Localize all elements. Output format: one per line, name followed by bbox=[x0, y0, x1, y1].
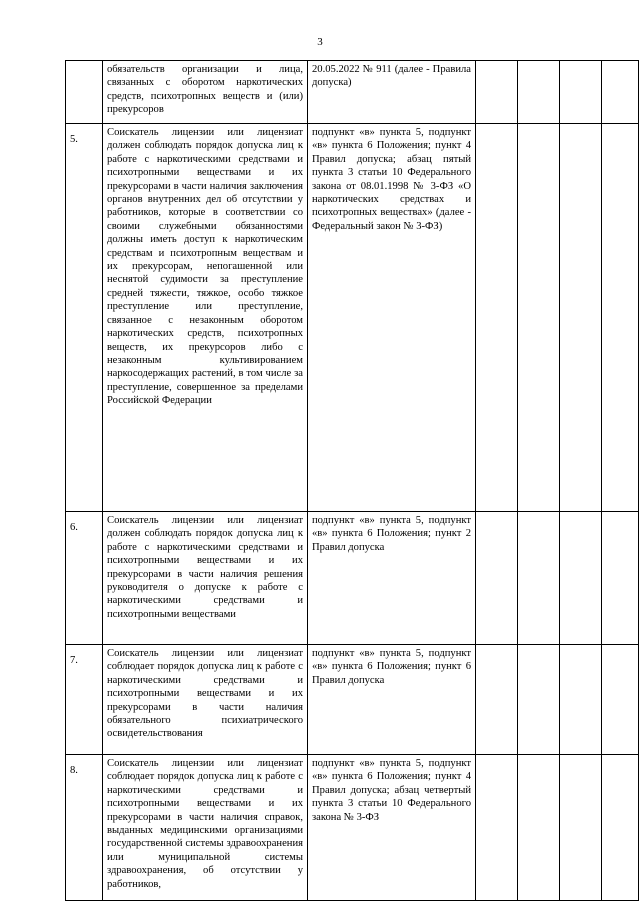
answer-no-cell[interactable] bbox=[518, 124, 560, 512]
answer-no-cell[interactable] bbox=[518, 512, 560, 645]
requirement-text: Соискатель лицензии или лицензиат соблюдает порядок допуска лиц к работе с наркотическими средствами и психотропными веществами и их прекурсорами в части наличия справок, выданных медицинскими организациями государственной системы здравоохранения или муниципальной системы здравоохранения, об отсутствии у работников, bbox=[103, 755, 308, 901]
row-number bbox=[66, 61, 103, 124]
answer-not-applicable-cell[interactable] bbox=[560, 512, 602, 645]
requirement-text: Соискатель лицензии или лицензиат соблюдает порядок допуска лиц к работе с наркотическими средствами и психотропными веществами и их прекурсорами в части наличия обязательного психиатрического освидетельствования bbox=[103, 645, 308, 755]
answer-not-applicable-cell[interactable] bbox=[560, 645, 602, 755]
table-row bbox=[66, 645, 639, 755]
note-cell[interactable] bbox=[602, 124, 639, 512]
requirement-text: Соискатель лицензии или лицензиат должен соблюдать порядок допуска лиц к работе с наркотическими средствами и психотропными веществами и их прекурсорами в части наличия заключения органов внутренних дел об отсутствии у работников, которые в соответствии со своими служебными обязанностями должны иметь доступ к наркотическим средствам и психотропным веществам и их прекурсорам, непогашенной или неснятой судимости за преступление средней тяжести, тяжкое, особо тяжкое преступление или преступление, связанное с незаконным оборотом наркотических средств, психотропных веществ, их прекурсоров либо с незаконным культивированием наркосодержащих растений, в том числе за преступление, совершенное за пределами Российской Федерации bbox=[103, 124, 308, 512]
row-number: 6. bbox=[66, 512, 103, 645]
answer-yes-cell[interactable] bbox=[476, 512, 518, 645]
answer-no-cell[interactable] bbox=[518, 755, 560, 901]
row-number: 5. bbox=[66, 124, 103, 512]
answer-yes-cell[interactable] bbox=[476, 645, 518, 755]
answer-yes-cell[interactable] bbox=[476, 755, 518, 901]
answer-yes-cell[interactable] bbox=[476, 124, 518, 512]
legal-reference: подпункт «в» пункта 5, подпункт «в» пункта 6 Положения; пункт 6 Правил допуска bbox=[308, 645, 476, 755]
answer-no-cell[interactable] bbox=[518, 645, 560, 755]
answer-yes-cell[interactable] bbox=[476, 61, 518, 124]
table-row bbox=[66, 61, 639, 124]
table-row bbox=[66, 124, 639, 512]
legal-reference: 20.05.2022 № 911 (далее - Правила допуска) bbox=[308, 61, 476, 124]
requirement-text: обязательств организации и лица, связанных с оборотом наркотических средств, психотропных веществ и (или) прекурсоров bbox=[103, 61, 308, 124]
checklist-table bbox=[65, 60, 639, 901]
answer-not-applicable-cell[interactable] bbox=[560, 124, 602, 512]
page-number: 3 bbox=[317, 36, 323, 48]
answer-no-cell[interactable] bbox=[518, 61, 560, 124]
legal-reference: подпункт «в» пункта 5, подпункт «в» пункта 6 Положения; пункт 4 Правил допуска; абзац четвертый пункта 3 статьи 10 Федерального закона № 3-ФЗ bbox=[308, 755, 476, 901]
note-cell[interactable] bbox=[602, 512, 639, 645]
note-cell[interactable] bbox=[602, 755, 639, 901]
requirement-text: Соискатель лицензии или лицензиат должен соблюдать порядок допуска лиц к работе с наркотическими средствами и психотропными веществами и их прекурсорами в части наличия решения руководителя о допуске к работе с наркотическими средствами и психотропными веществами bbox=[103, 512, 308, 645]
note-cell[interactable] bbox=[602, 61, 639, 124]
row-number: 7. bbox=[66, 645, 103, 755]
row-number: 8. bbox=[66, 755, 103, 901]
legal-reference: подпункт «в» пункта 5, подпункт «в» пункта 6 Положения; пункт 2 Правил допуска bbox=[308, 512, 476, 645]
table-row bbox=[66, 755, 639, 901]
table-row bbox=[66, 512, 639, 645]
answer-not-applicable-cell[interactable] bbox=[560, 755, 602, 901]
note-cell[interactable] bbox=[602, 645, 639, 755]
legal-reference: подпункт «в» пункта 5, подпункт «в» пункта 6 Положения; пункт 4 Правил допуска; абзац пятый пункта 3 статьи 10 Федерального закона от 08.01.1998 № 3-ФЗ «О наркотических средствах и психотропных веществах» (далее - Федеральный закон № 3-ФЗ) bbox=[308, 124, 476, 512]
answer-not-applicable-cell[interactable] bbox=[560, 61, 602, 124]
